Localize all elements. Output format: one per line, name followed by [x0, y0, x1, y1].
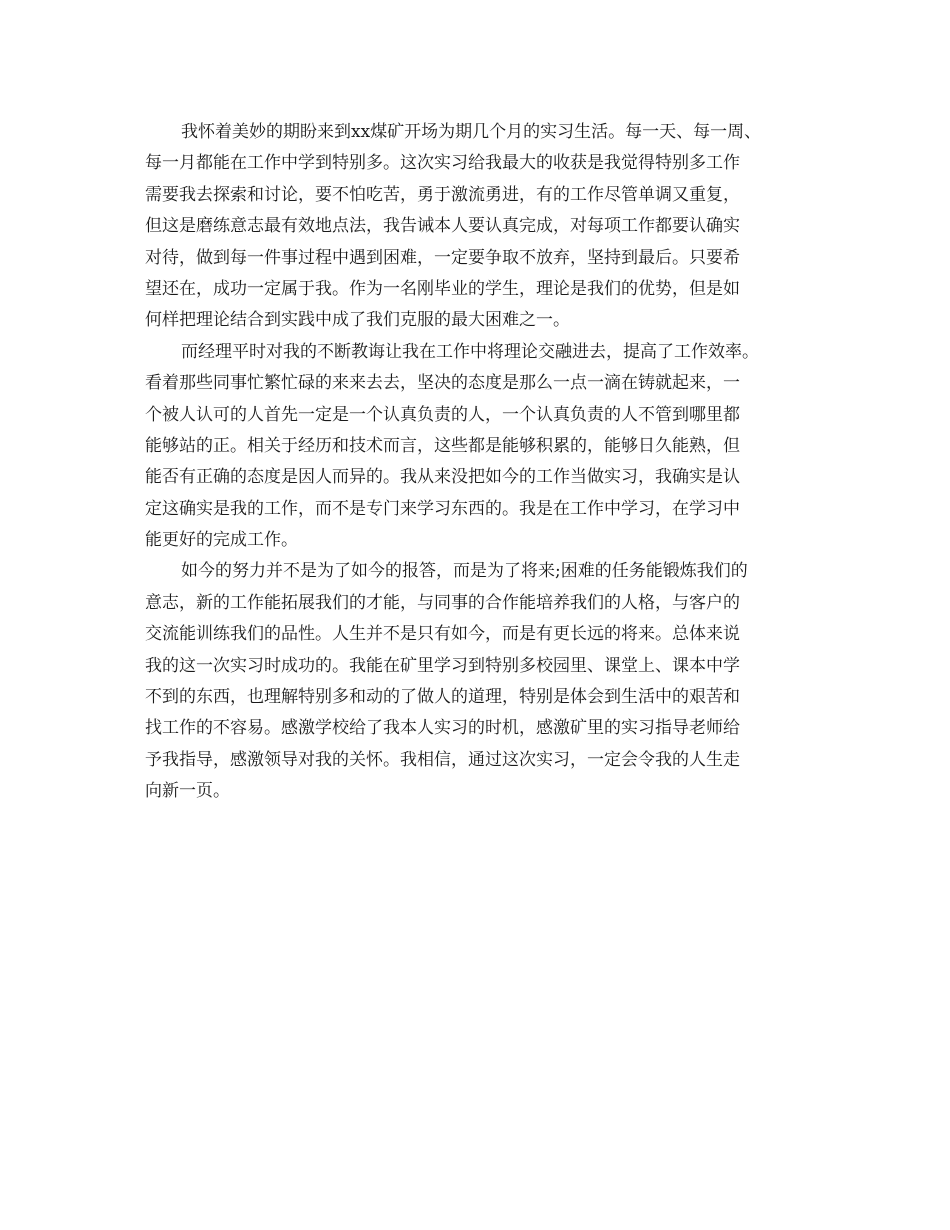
- paragraph-line: 能够站的正。相关于经历和技术而言，这些都是能够积累的，能够日久能熟，但: [145, 435, 740, 456]
- paragraph-1: [145, 117, 810, 337]
- paragraph-line: 每一月都能在工作中学到特别多。这次实习给我最大的收获是我觉得特别多工作: [145, 153, 740, 174]
- paragraph-line: 找工作的不容易。感激学校给了我本人实习的时机，感激矿里的实习指导老师给: [145, 718, 740, 739]
- paragraph-line: 何样把理论结合到实践中成了我们克服的最大困难之一。: [145, 310, 570, 331]
- document-body: [145, 117, 810, 808]
- paragraph-line: 但这是磨练意志最有效地点法，我告诫本人要认真完成，对每项工作都要认确实: [145, 216, 740, 237]
- paragraph-line: 需要我去探索和讨论，要不怕吃苦，勇于激流勇进，有的工作尽管单调又重复，: [145, 184, 740, 205]
- paragraph-line: 意志，新的工作能拓展我们的才能，与同事的合作能培养我们的人格，与客户的: [145, 592, 740, 613]
- paragraph-line: 我怀着美妙的期盼来到xx煤矿开场为期几个月的实习生活。每一天、每一周、: [181, 122, 762, 142]
- paragraph-line: 对待，做到每一件事过程中遇到困难，一定要争取不放弃，坚持到最后。只要希: [145, 247, 740, 268]
- paragraph-line: 能更好的完成工作。: [145, 530, 298, 551]
- paragraph-line: 定这确实是我的工作，而不是专门来学习东西的。我是在工作中学习，在学习中: [145, 498, 740, 519]
- paragraph-line: 望还在，成功一定属于我。作为一名刚毕业的学生，理论是我们的优势，但是如: [145, 278, 740, 299]
- paragraph-line: 能否有正确的态度是因人而异的。我从来没把如今的工作当做实习，我确实是认: [145, 467, 740, 488]
- paragraph-line: 而经理平时对我的不断教诲让我在工作中将理论交融进去，提高了工作效率。: [181, 341, 759, 362]
- paragraph-line: 向新一页。: [145, 781, 230, 802]
- paragraph-line: 不到的东西，也理解特别多和动的了做人的道理，特别是体会到生活中的艰苦和: [145, 687, 740, 708]
- paragraph-line: 如今的努力并不是为了如今的报答，而是为了将来;困难的任务能锻炼我们的: [181, 561, 748, 582]
- paragraph-3: [145, 556, 810, 807]
- paragraph-line: 交流能训练我们的品性。人生并不是只有如今，而是有更长远的将来。总体来说: [145, 624, 740, 645]
- paragraph-line: 我的这一次实习时成功的。我能在矿里学习到特别多校园里、课堂上、课本中学: [145, 655, 740, 676]
- paragraph-line: 个被人认可的人首先一定是一个认真负责的人，一个认真负责的人不管到哪里都: [145, 404, 740, 425]
- paragraph-line: 看着那些同事忙繁忙碌的来来去去，坚决的态度是那么一点一滴在铸就起来，一: [145, 373, 740, 394]
- paragraph-line: 予我指导，感激领导对我的关怀。我相信，通过这次实习，一定会令我的人生走: [145, 749, 740, 770]
- paragraph-2: [145, 337, 810, 557]
